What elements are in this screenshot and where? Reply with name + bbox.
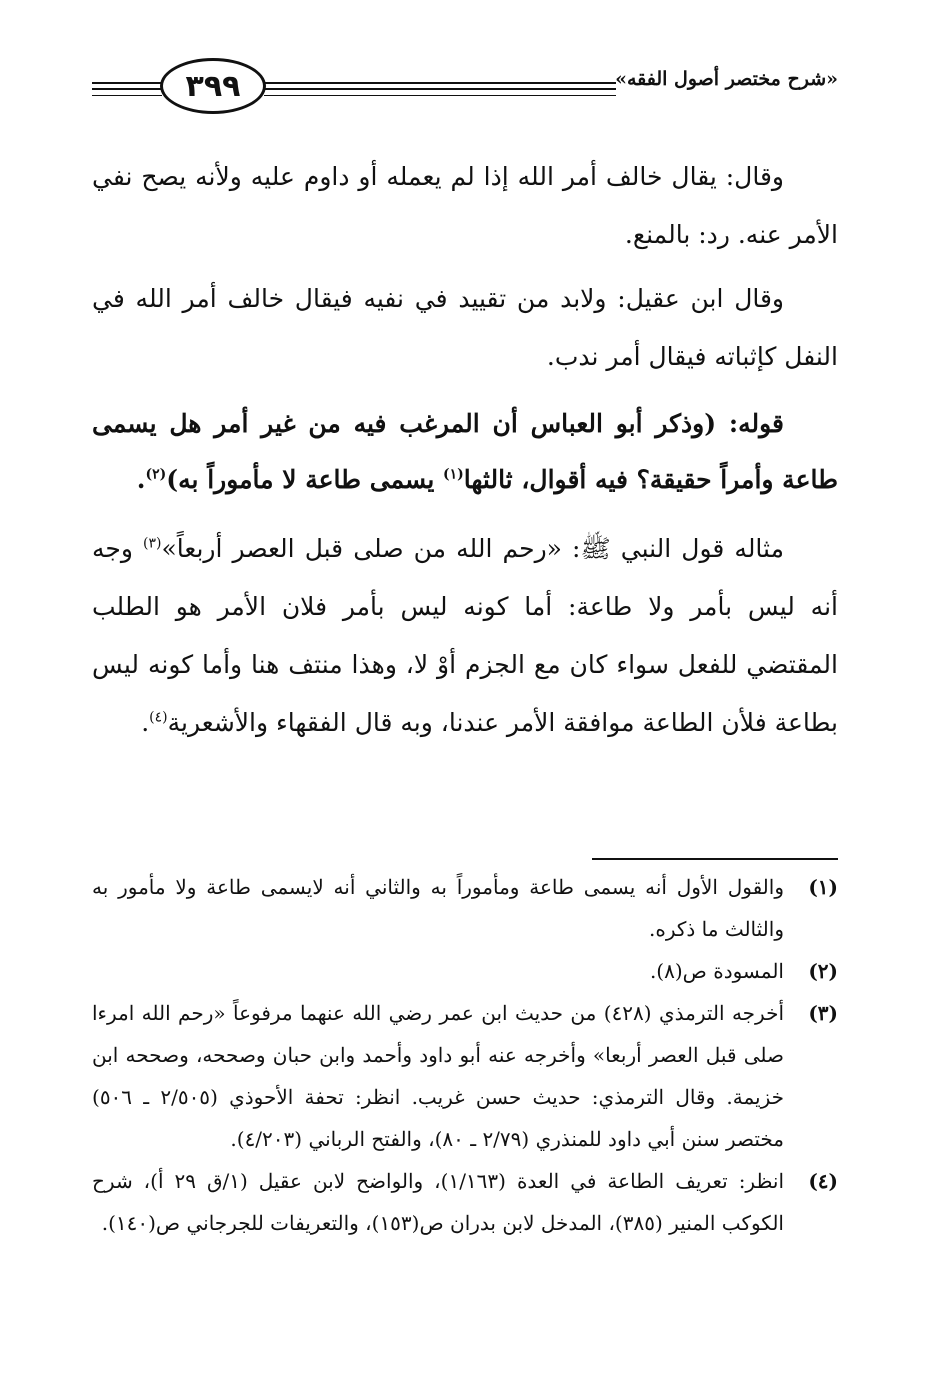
paragraph-text: وقال ابن عقيل: ولابد من تقييد في نفيه فيقال خالف أمر الله في النفل كإثباته فيقال أمر ندب.: [92, 284, 838, 371]
quoted-matn: [92, 396, 838, 508]
header-rule: [92, 88, 162, 90]
page-header: [92, 46, 838, 126]
footnote: [92, 1160, 838, 1244]
paragraph-text: وجه أنه ليس بأمر ولا طاعة: أما كونه ليس بأمر فلان الأمر هو الطلب المقتضي للفعل سواء كان مع الجزم أوْ لا، وهذا منتف هنا وأما كونه ليس بطاعة فلأن الطاعة موافقة الأمر عندنا، وبه قال الفقهاء والأشعرية: [92, 534, 838, 737]
header-rule: [264, 82, 616, 84]
page-number: ٣٩٩: [160, 58, 266, 114]
paragraph-text: .: [136, 465, 146, 494]
main-text: [92, 148, 838, 752]
footnote-text: والقول الأول أنه يسمى طاعة ومأموراً به والثاني أنه لايسمى طاعة ولا مأمور به والثالث ما ذكره.: [92, 875, 784, 941]
footnote-number: (٤): [808, 1169, 838, 1193]
header-rule: [92, 82, 162, 84]
running-title: «شرح مختصر أصول الفقه»: [615, 68, 838, 90]
footnote-text: أخرجه الترمذي (٤٢٨) من حديث ابن عمر رضي الله عنهما مرفوعاً «رحم الله امرءا صلى قبل العصر أربعا» وأخرجه عنه أبو داود وأحمد وابن حبان وصححه، وصححه ابن خزيمة. وقال الترمذي: حديث حسن غريب. انظر: تحفة الأحوذي (٢/٥٠٥ ـ ٥٠٦) مختصر سنن أبي داود للمنذري (٢/٧٩ ـ ٨٠)، والفتح الرباني (٤/٢٠٣).: [92, 1001, 784, 1151]
paragraph-text: وقال: يقال خالف أمر الله إذا لم يعمله أو داوم عليه ولأنه يصح نفي الأمر عنه. رد: بالمنع.: [92, 162, 838, 249]
paragraph-text: مثاله قول النبي ﷺ: «رحم الله من صلى قبل العصر أربعاً»: [161, 534, 784, 563]
footnote-ref[interactable]: (١): [442, 466, 464, 483]
paragraph-text: يسمى طاعة لا مأموراً به): [166, 465, 443, 494]
header-rule: [264, 95, 616, 96]
footnote: [92, 950, 838, 992]
footnote: [92, 992, 838, 1160]
footnote: [92, 866, 838, 950]
paragraph-text: قوله: (وذكر أبو العباس أن المرغب فيه من غير أمر هل يسمى طاعة وأمراً حقيقة؟ فيه أقوال، ثالثها: [92, 409, 838, 494]
footnote-ref[interactable]: (٣): [143, 535, 162, 552]
footnote-number: (٣): [808, 1001, 838, 1025]
paragraph: [92, 148, 838, 264]
paragraph-text: .: [141, 708, 150, 737]
footnote-separator: [592, 858, 838, 860]
footnotes: [92, 866, 838, 1244]
footnote-ref[interactable]: (٤): [149, 709, 168, 726]
footnote-text: المسودة ص(٨).: [649, 959, 784, 983]
header-rule: [92, 95, 162, 96]
footnote-ref[interactable]: (٢): [145, 466, 167, 483]
header-rule: [264, 88, 616, 90]
paragraph: [92, 520, 838, 752]
paragraph: [92, 270, 838, 386]
footnote-number: (١): [808, 875, 838, 899]
footnote-number: (٢): [808, 959, 838, 983]
footnote-text: انظر: تعريف الطاعة في العدة (١/١٦٣)، والواضح لابن عقيل (١/ق ٢٩ أ)، شرح الكوكب المنير (٣٨٥)، المدخل لابن بدران ص(١٥٣)، والتعريفات للجرجاني ص(١٤٠).: [92, 1169, 784, 1235]
